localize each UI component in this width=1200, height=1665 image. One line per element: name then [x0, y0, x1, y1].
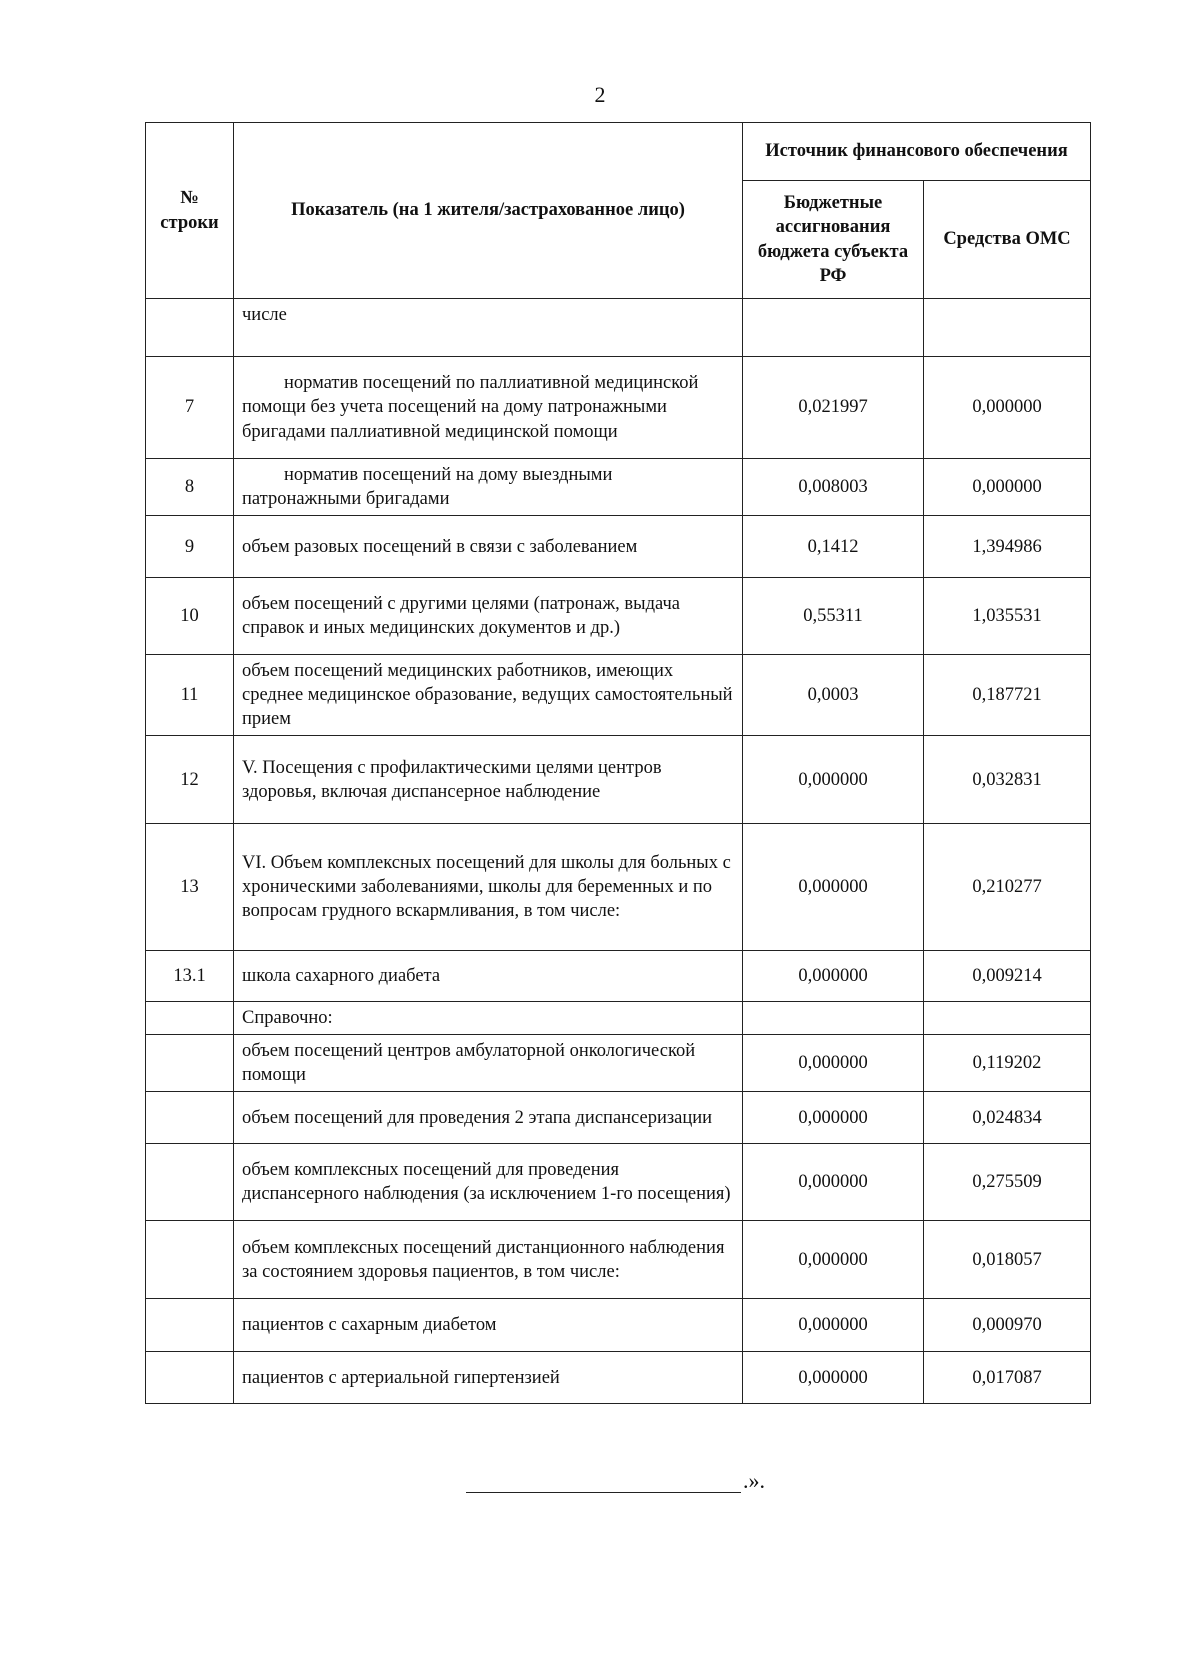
- row-number: [146, 1092, 234, 1144]
- row-indicator: объем посещений с другими целями (патронаж, выдача справок и иных медицинских документов и др.): [234, 578, 743, 655]
- row-oms: [924, 299, 1091, 357]
- table-row: [146, 1221, 1091, 1299]
- row-budget: 0,000000: [743, 951, 924, 1002]
- header-row-number: № строки: [146, 123, 234, 299]
- row-budget: 0,000000: [743, 736, 924, 824]
- row-budget: 0,000000: [743, 1299, 924, 1352]
- table-row: [146, 655, 1091, 736]
- row-oms: 0,017087: [924, 1352, 1091, 1404]
- table-row: [146, 736, 1091, 824]
- table-row: [146, 1299, 1091, 1352]
- row-number: [146, 1002, 234, 1035]
- row-oms: 0,000970: [924, 1299, 1091, 1352]
- data-table: [145, 122, 1091, 1404]
- header-budget: Бюджетные ассигнования бюджета субъекта РФ: [743, 181, 924, 299]
- footer-quote-mark: .».: [743, 1468, 765, 1493]
- row-budget: 0,008003: [743, 459, 924, 516]
- row-indicator: объем посещений центров амбулаторной онкологической помощи: [234, 1035, 743, 1092]
- row-oms: 0,187721: [924, 655, 1091, 736]
- header-source: Источник финансового обеспечения: [743, 123, 1091, 181]
- row-budget: 0,1412: [743, 516, 924, 578]
- row-number: 8: [146, 459, 234, 516]
- row-number: [146, 1352, 234, 1404]
- row-number: 11: [146, 655, 234, 736]
- row-number: 13: [146, 824, 234, 951]
- row-budget: [743, 299, 924, 357]
- header-oms: Средства ОМС: [924, 181, 1091, 299]
- table-row: [146, 1035, 1091, 1092]
- row-oms: 0,032831: [924, 736, 1091, 824]
- row-indicator: объем разовых посещений в связи с заболеванием: [234, 516, 743, 578]
- row-budget: 0,000000: [743, 1144, 924, 1221]
- row-oms: 0,000000: [924, 357, 1091, 459]
- row-oms: 0,275509: [924, 1144, 1091, 1221]
- row-indicator: объем посещений медицинских работников, имеющих среднее медицинское образование, ведущих самостоятельный прием: [234, 655, 743, 736]
- row-number: 13.1: [146, 951, 234, 1002]
- table-row: [146, 1352, 1091, 1404]
- row-oms: 0,018057: [924, 1221, 1091, 1299]
- row-indicator: пациентов с артериальной гипертензией: [234, 1352, 743, 1404]
- row-number: 7: [146, 357, 234, 459]
- table-row: [146, 516, 1091, 578]
- row-budget: [743, 1002, 924, 1035]
- row-indicator: школа сахарного диабета: [234, 951, 743, 1002]
- row-oms: 1,394986: [924, 516, 1091, 578]
- row-oms: [924, 1002, 1091, 1035]
- row-number: [146, 1035, 234, 1092]
- row-budget: 0,000000: [743, 824, 924, 951]
- row-number: 10: [146, 578, 234, 655]
- table-row: [146, 1002, 1091, 1035]
- table-row: [146, 459, 1091, 516]
- row-indicator: норматив посещений по паллиативной медицинской помощи без учета посещений на дому патронажными бригадами паллиативной медицинской помощи: [234, 357, 743, 459]
- page-number: 2: [594, 82, 606, 107]
- row-oms: 1,035531: [924, 578, 1091, 655]
- table-row: [146, 1092, 1091, 1144]
- row-indicator: VI. Объем комплексных посещений для школы для больных с хроническими заболеваниями, школы для беременных и по вопросам грудного вскармливания, в том числе:: [234, 824, 743, 951]
- row-number: 9: [146, 516, 234, 578]
- row-indicator: числе: [234, 299, 743, 357]
- row-budget: 0,0003: [743, 655, 924, 736]
- row-budget: 0,55311: [743, 578, 924, 655]
- row-number: [146, 1221, 234, 1299]
- row-budget: 0,000000: [743, 1221, 924, 1299]
- row-budget: 0,000000: [743, 1092, 924, 1144]
- row-oms: 0,210277: [924, 824, 1091, 951]
- table-row: [146, 951, 1091, 1002]
- row-number: [146, 1144, 234, 1221]
- footer-line: [466, 1492, 741, 1493]
- row-oms: 0,009214: [924, 951, 1091, 1002]
- row-indicator: V. Посещения с профилактическими целями центров здоровья, включая диспансерное наблюдение: [234, 736, 743, 824]
- row-number: 12: [146, 736, 234, 824]
- row-number: [146, 299, 234, 357]
- table-row: [146, 357, 1091, 459]
- row-budget: 0,021997: [743, 357, 924, 459]
- row-indicator: объем посещений для проведения 2 этапа диспансеризации: [234, 1092, 743, 1144]
- table-row: [146, 1144, 1091, 1221]
- row-indicator: объем комплексных посещений дистанционного наблюдения за состоянием здоровья пациентов, в том числе:: [234, 1221, 743, 1299]
- row-oms: 0,119202: [924, 1035, 1091, 1092]
- row-indicator: объем комплексных посещений для проведения диспансерного наблюдения (за исключением 1-го посещения): [234, 1144, 743, 1221]
- row-oms: 0,000000: [924, 459, 1091, 516]
- row-indicator: Справочно:: [234, 1002, 743, 1035]
- row-oms: 0,024834: [924, 1092, 1091, 1144]
- row-budget: 0,000000: [743, 1035, 924, 1092]
- row-number: [146, 1299, 234, 1352]
- table-row: [146, 824, 1091, 951]
- row-budget: 0,000000: [743, 1352, 924, 1404]
- header-indicator: Показатель (на 1 жителя/застрахованное лицо): [234, 123, 743, 299]
- table-row: [146, 578, 1091, 655]
- table-row: [146, 299, 1091, 357]
- row-indicator: норматив посещений на дому выездными патронажными бригадами: [234, 459, 743, 516]
- row-indicator: пациентов с сахарным диабетом: [234, 1299, 743, 1352]
